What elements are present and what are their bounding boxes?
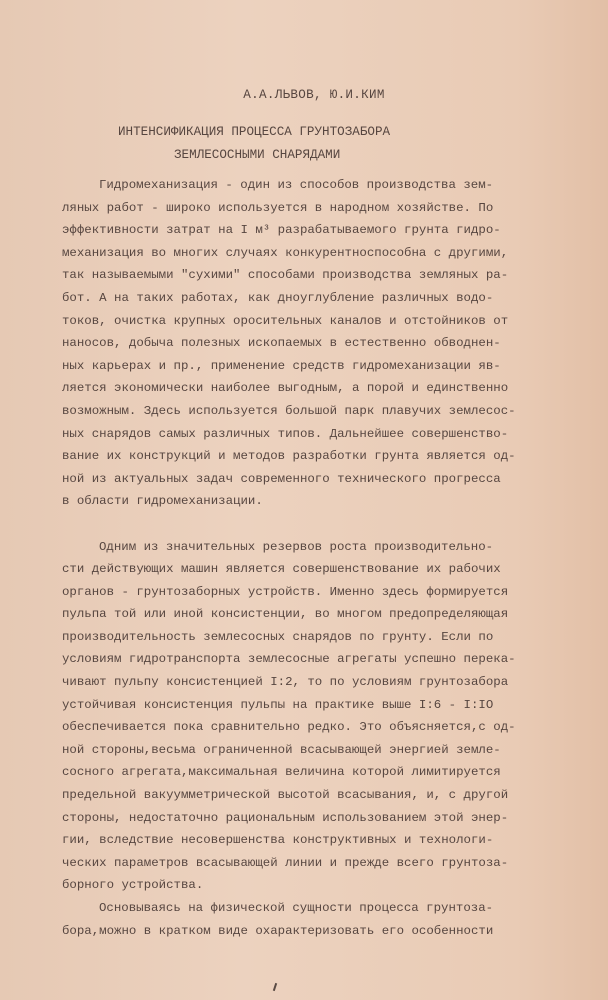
text-line: бора,можно в кратком виде охарактеризовать его особенности <box>62 923 494 938</box>
text-line: Основываясь на физической сущности процесса грунтоза- <box>99 901 494 915</box>
text-line: вание их конструкций и методов разработки грунта является од- <box>62 449 516 464</box>
text-line: пульпа той или иной консистенции, во многом предопределяющая <box>62 607 509 622</box>
text-line: ных карьерах и пр., применение средств гидромеханизации яв- <box>62 358 501 373</box>
text-line: стороны, недостаточно рациональным использованием этой энер- <box>62 810 509 825</box>
text-line: в области гидромеханизации. <box>62 494 263 509</box>
text-line: токов, очистка крупных оросительных каналов и отстойников от <box>62 313 509 328</box>
text-line: ляется экономически наиболее выгодным, а порой и единственно <box>62 381 509 396</box>
article-body <box>62 174 582 942</box>
text-line: сосного агрегата,максимальная величина которой лимитируется <box>62 765 501 780</box>
text-line: наносов, добыча полезных ископаемых в естественно обводнен- <box>62 336 501 351</box>
article-title <box>118 121 390 166</box>
text-line: ной стороны,весьма ограниченной всасывающей энергией земле- <box>62 742 501 757</box>
text-line: механизация во многих случаях конкурентноспособна с другими, <box>62 245 509 260</box>
text-line: обеспечивается пока сравнительно редко. Это объясняется,с од- <box>62 720 516 735</box>
text-line: гии, вследствие несовершенства конструктивных и технологи- <box>62 833 494 848</box>
paragraph <box>62 174 582 513</box>
text-line: эффективности затрат на I м³ разрабатываемого грунта гидро- <box>62 223 501 238</box>
text-line: Одним из значительных резервов роста производительно- <box>99 539 494 554</box>
text-line: органов - грунтозаборных устройств. Именно здесь формируется <box>62 584 509 599</box>
ink-mark <box>273 983 277 991</box>
text-line: сти действующих машин является совершенствование их рабочих <box>62 562 501 577</box>
text-line: производительность землесосных снарядов по грунту. Если по <box>62 629 494 644</box>
text-line: ной из актуальных задач современного технического прогресса <box>62 471 501 486</box>
text-line: так называемыми "сухими" способами производства земляных ра- <box>62 268 509 283</box>
title-line: ЗЕМЛЕСОСНЫМИ СНАРЯДАМИ <box>174 147 341 162</box>
text-line: ческих параметров всасывающей линии и прежде всего грунтоза- <box>62 855 509 870</box>
text-line: борного устройства. <box>62 878 204 893</box>
paragraph <box>62 536 582 898</box>
text-line: Гидромеханизация - один из способов производства зем- <box>99 178 494 192</box>
text-line: чивают пульпу консистенцией I:2, то по условиям грунтозабора <box>62 675 509 690</box>
text-line: бот. А на таких работах, как дноуглубление различных водо- <box>62 290 494 305</box>
text-line: предельной вакуумметрической высотой всасывания, и, с другой <box>62 788 509 803</box>
text-line: условиям гидротранспорта землесосные агрегаты успешно перека- <box>62 652 516 667</box>
paragraph <box>62 897 582 942</box>
text-line: ляных работ - широко используется в народном хозяйстве. По <box>62 200 494 215</box>
title-line: ИНТЕНСИФИКАЦИЯ ПРОЦЕССА ГРУНТОЗАБОРА <box>118 125 391 139</box>
text-line: устойчивая консистенция пульпы на практике выше I:6 - I:IO <box>62 697 494 712</box>
text-line: ных снарядов самых различных типов. Дальнейшее совершенство- <box>62 426 509 441</box>
text-line: возможным. Здесь используется большой парк плавучих землесос- <box>62 403 516 418</box>
authors: А.А.ЛЬВОВ, Ю.И.КИМ <box>243 88 385 102</box>
